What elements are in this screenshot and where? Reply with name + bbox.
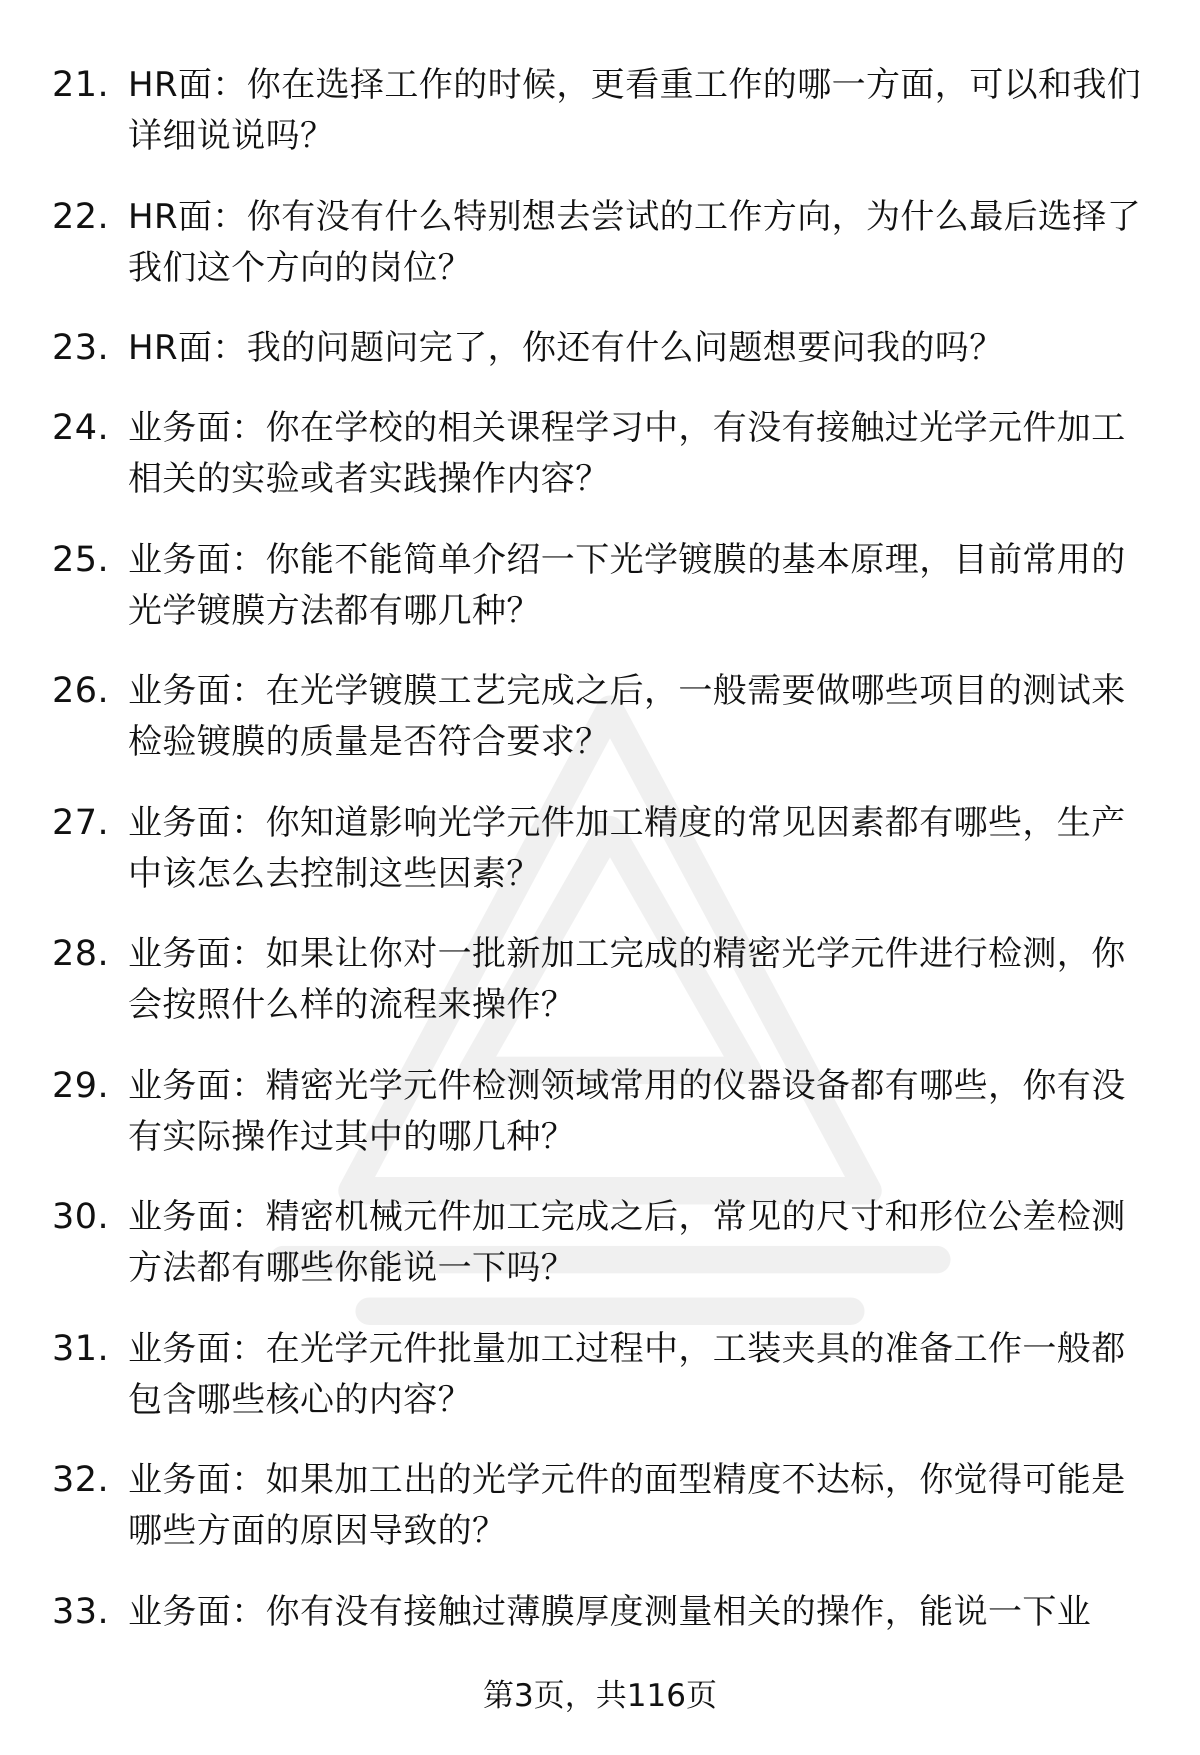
question-number: 29. [52, 1065, 110, 1106]
question-number: 33. [52, 1591, 110, 1632]
question-text: HR面：你在选择工作的时候，更看重工作的哪一方面，可以和我们详细说说吗？ [128, 65, 1142, 156]
question-text: 业务面：精密光学元件检测领域常用的仪器设备都有哪些，你有没有实际操作过其中的哪几种？ [128, 1065, 1126, 1157]
question-text: 业务面：如果让你对一批新加工完成的精密光学元件进行检测，你会按照什么样的流程来操作？ [128, 934, 1126, 1025]
question-item [0, 666, 1200, 798]
question-text: 业务面：如果加工出的光学元件的面型精度不达标，你觉得可能是哪些方面的原因导致的？ [128, 1460, 1126, 1551]
question-number: 31. [52, 1328, 110, 1369]
question-text: 业务面：你能不能简单介绍一下光学镀膜的基本原理，目前常用的光学镀膜方法都有哪几种？ [128, 539, 1126, 631]
question-item [0, 798, 1200, 930]
question-item [0, 60, 1200, 192]
question-number: 23. [52, 328, 110, 368]
question-item [0, 1061, 1200, 1193]
question-item [0, 929, 1200, 1061]
question-number: 26. [52, 671, 110, 711]
question-number: 30. [52, 1197, 110, 1237]
question-item [0, 1455, 1200, 1587]
question-text: 业务面：在光学镀膜工艺完成之后，一般需要做哪些项目的测试来检验镀膜的质量是否符合要求？ [128, 671, 1126, 762]
question-item [0, 535, 1200, 667]
question-list [0, 60, 1200, 1667]
page-number-footer: 第3页，共116页 [483, 1678, 717, 1714]
question-number: 24. [52, 408, 110, 448]
question-number: 25. [52, 539, 110, 580]
question-number: 22. [52, 196, 110, 237]
question-text: HR面：你有没有什么特别想去尝试的工作方向，为什么最后选择了我们这个方向的岗位？ [128, 196, 1142, 288]
question-item [0, 1192, 1200, 1324]
question-number: 28. [52, 934, 110, 974]
question-item [0, 192, 1200, 324]
question-item [0, 403, 1200, 535]
question-text: HR面：我的问题问完了，你还有什么问题想要问我的吗？ [128, 328, 1004, 368]
question-text: 业务面：你知道影响光学元件加工精度的常见因素都有哪些，生产中该怎么去控制这些因素？ [128, 802, 1126, 894]
question-item [0, 1587, 1200, 1667]
question-number: 27. [52, 802, 110, 843]
question-text: 业务面：你有没有接触过薄膜厚度测量相关的操作，能说一下业 [128, 1591, 1092, 1632]
question-text: 业务面：你在学校的相关课程学习中，有没有接触过光学元件加工相关的实验或者实践操作内容？ [128, 408, 1126, 499]
question-item [0, 1324, 1200, 1456]
question-item [0, 323, 1200, 403]
question-number: 21. [52, 65, 110, 105]
question-text: 业务面：在光学元件批量加工过程中，工装夹具的准备工作一般都包含哪些核心的内容？ [128, 1328, 1126, 1420]
question-number: 32. [52, 1460, 110, 1500]
question-text: 业务面：精密机械元件加工完成之后，常见的尺寸和形位公差检测方法都有哪些你能说一下吗？ [128, 1197, 1126, 1288]
